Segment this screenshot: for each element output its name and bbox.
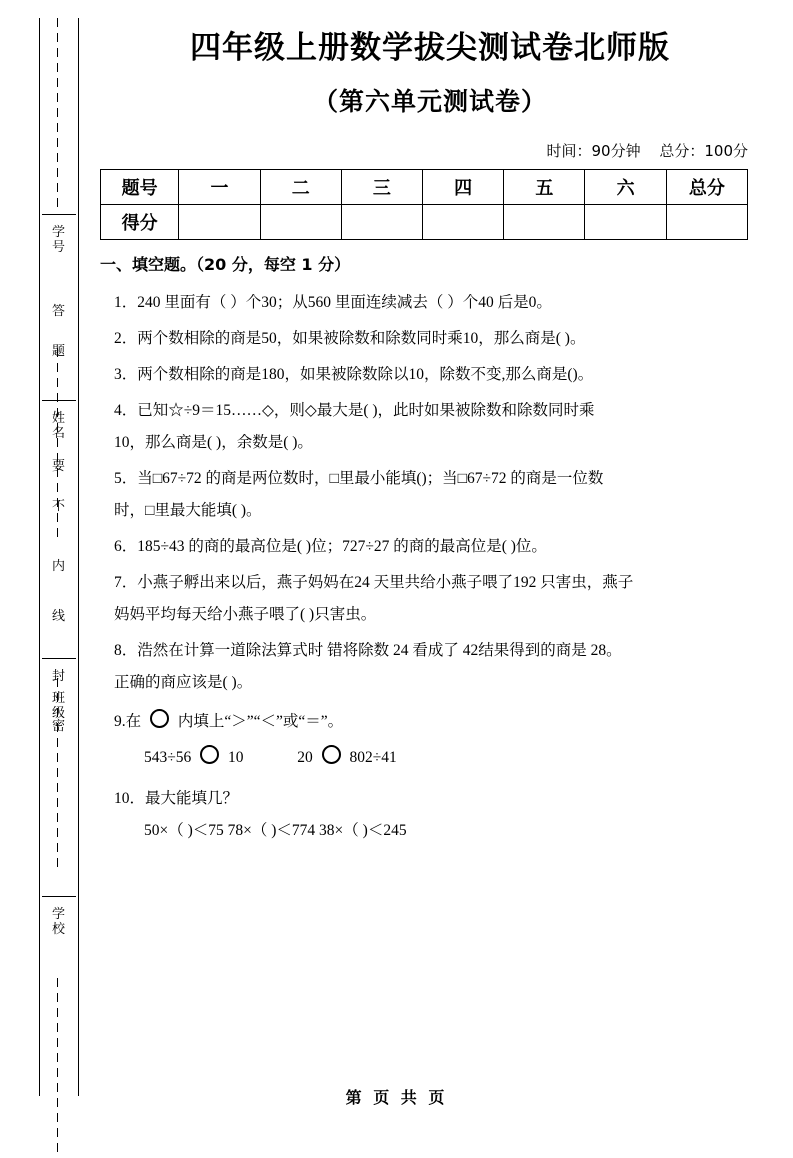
question-2: 2．两个数相除的商是50，如果被除数和除数同时乘10，那么商是( )。 (114, 330, 586, 347)
seal-label-nei: 内 (51, 558, 66, 573)
seal-label-banji: 班级 (51, 690, 66, 720)
seal-label-bu: 不 (51, 498, 66, 513)
seal-border-right (78, 18, 79, 1096)
question-10: 10．最大能填几？ (114, 790, 239, 807)
score-table-header-cell: 一 (179, 170, 260, 205)
question-4: 4．已知☆÷9＝15……◇，则◇最大是( )，此时如果被除数和除数同时乘 (114, 402, 595, 419)
question-6: 6．185÷43 的商的最高位是( )位；727÷27 的商的最高位是( )位。 (114, 538, 547, 555)
score-table-header-cell: 五 (504, 170, 585, 205)
seal-label-xingming: 姓名 (51, 410, 66, 440)
table-row (101, 170, 748, 205)
seal-label-xuehao: 学号 (51, 224, 66, 254)
score-table-header-cell: 三 (341, 170, 422, 205)
score-table-input-cell[interactable] (423, 205, 504, 240)
expression-right-2: 802÷41 (349, 749, 397, 766)
exam-total-label: 总分：100分 (659, 142, 748, 160)
question-1: 1．240 里面有（ ）个30；从560 里面连续减去（ ）个40 后是0。 (114, 294, 552, 311)
exam-meta (100, 140, 760, 161)
score-table-input-cell[interactable] (179, 205, 260, 240)
question-5: 5．当□67÷72 的商是两位数时，□里最小能填()；当□67÷72 的商是一位数 (114, 470, 604, 487)
score-table-label-cell: 得分 (101, 205, 179, 240)
comparison-circle-icon[interactable] (200, 745, 219, 764)
score-table-input-cell[interactable] (260, 205, 341, 240)
page-footer: 第 页 共 页 (345, 1088, 448, 1107)
question-7-line2: 妈妈平均每天给小燕子喂了( )只害虫。 (114, 606, 377, 623)
question-8-line2: 正确的商应该是( )。 (114, 674, 253, 691)
seal-write-rule (42, 214, 76, 215)
score-table-input-cell[interactable] (504, 205, 585, 240)
seal-label-xian: 线 (51, 608, 66, 623)
section-heading: 一、填空题。（20 分，每空 1 分） (100, 255, 351, 274)
seal-write-rule (42, 896, 76, 897)
page-title: 四年级上册数学拔尖测试卷北师版 (190, 30, 670, 66)
score-table-input-cell[interactable] (666, 205, 747, 240)
page-subtitle: （第六单元测试卷） (312, 87, 547, 116)
question-3: 3．两个数相除的商是180，如果被除数除以10，除数不变,那么商是()。 (114, 366, 594, 383)
expression-right-1: 10 (228, 749, 244, 766)
seal-dash-segment (57, 978, 58, 1158)
expression-left-2: 20 (297, 749, 313, 766)
seal-label-yao: 要 (51, 458, 66, 473)
question-9-expressions (100, 743, 760, 773)
seal-label-da: 答 (51, 303, 66, 318)
expression-left-1: 543÷56 (144, 749, 192, 766)
score-table-header-cell: 题号 (101, 170, 179, 205)
score-table (100, 169, 748, 240)
seal-dash-segment (57, 348, 58, 543)
score-table-input-cell[interactable] (585, 205, 666, 240)
seal-dash-segment (57, 18, 58, 213)
score-table-header-cell: 四 (423, 170, 504, 205)
score-table-header-cell: 二 (260, 170, 341, 205)
seal-write-rule (42, 658, 76, 659)
question-9 (100, 707, 760, 737)
sealing-line-column (28, 18, 90, 1096)
seal-label-feng: 封 (51, 668, 66, 683)
seal-write-rule (42, 400, 76, 401)
table-row (101, 205, 748, 240)
comparison-circle-icon[interactable] (322, 745, 341, 764)
seal-label-xuexiao: 学校 (51, 906, 66, 936)
score-table-header-cell: 总分 (666, 170, 747, 205)
seal-border-left (39, 18, 40, 1096)
question-9-prefix: 9.在 (114, 713, 142, 730)
score-table-input-cell[interactable] (341, 205, 422, 240)
question-5-line2: 时，□里最大能填( )。 (114, 502, 262, 519)
score-table-header-cell: 六 (585, 170, 666, 205)
question-7: 7．小燕子孵出来以后，燕子妈妈在24 天里共给小燕子喂了192 只害虫，燕子 (114, 574, 634, 591)
question-8: 8．浩然在计算一道除法算式时 错将除数 24 看成了 42结果得到的商是 28。 (114, 642, 622, 659)
seal-label-mi: 密 (51, 718, 66, 733)
question-4-line2: 10，那么商是( )，余数是( )。 (114, 434, 313, 451)
question-10-expressions: 50×（ )＜75 78×（ )＜774 38×（ )＜245 (144, 822, 407, 839)
exam-time-label: 时间：90分钟 (546, 142, 641, 160)
exam-content (100, 26, 760, 842)
question-9-suffix: 内填上“＞”“＜”或“＝”。 (177, 713, 344, 730)
comparison-circle-icon[interactable] (150, 709, 169, 728)
seal-label-ti: 题 (51, 343, 66, 358)
